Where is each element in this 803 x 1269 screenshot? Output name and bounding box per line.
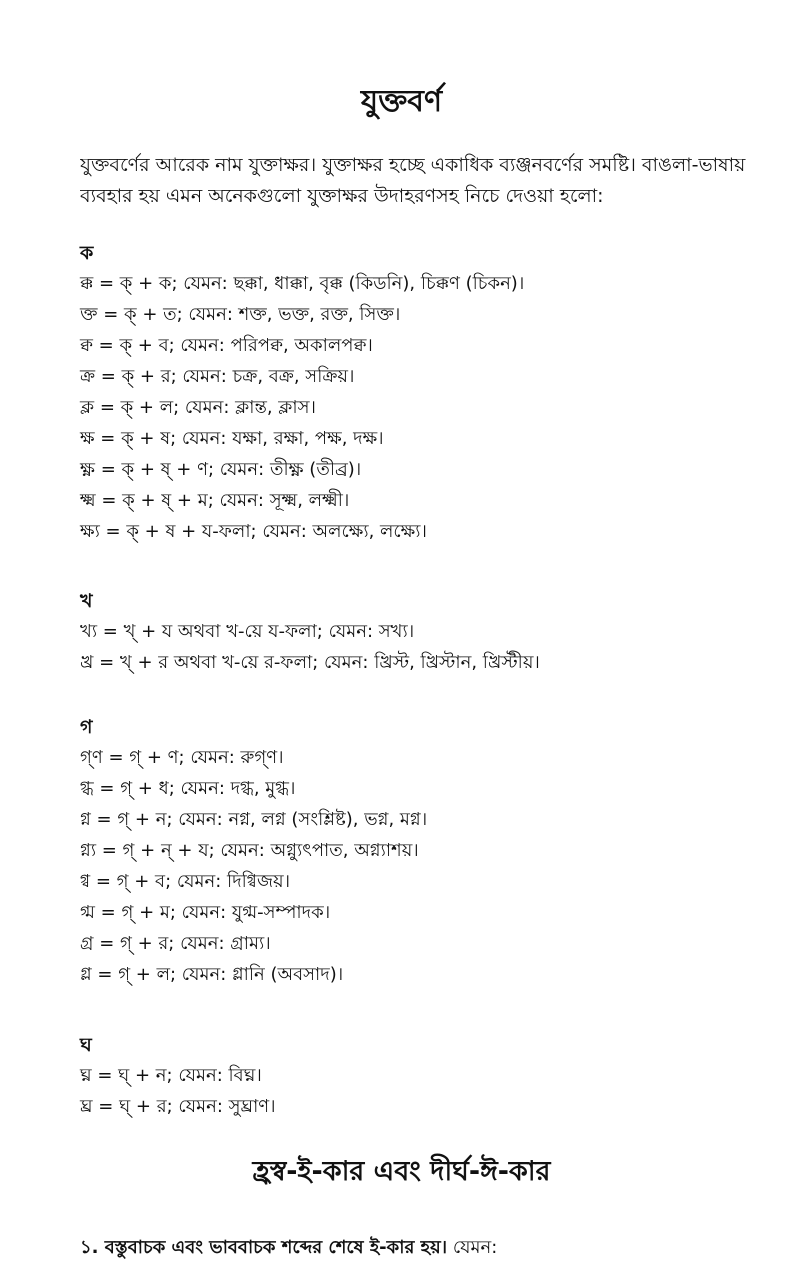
example-line: গ্ব = গ্ + ব; যেমন: দিগ্বিজয়। [80, 871, 291, 892]
example-line: ক্র = ক্ + র; যেমন: চক্র, বক্র, সক্রিয়। [80, 366, 355, 387]
example-line: খ্র = খ্ + র অথবা খ-য়ে র-ফলা; যেমন: খ্রিস্ট, খ্রিস্টান, খ্রিস্টীয়। [80, 652, 540, 673]
example-line: গ্ধ = গ্ + ধ; যেমন: দগ্ধ, মুগ্ধ। [80, 778, 296, 799]
example-line: গ্ণ = গ্ + ণ; যেমন: রুগ্ণ। [80, 747, 284, 768]
example-line: ক্ষ = ক্ + ষ; যেমন: যক্ষা, রক্ষা, পক্ষ, দক্ষ। [80, 428, 384, 449]
example-line: গ্ল = গ্ + ল; যেমন: গ্লানি (অবসাদ)। [80, 964, 344, 985]
example-line: খ্য = খ্ + য অথবা খ-য়ে য-ফলা; যেমন: সখ্য। [80, 621, 415, 642]
example-line: ক্ষ্ম = ক্ + ষ্ + ম; যেমন: সূক্ষ্ম, লক্ষ্মী। [80, 490, 350, 511]
intro-paragraph [80, 150, 800, 212]
section-title: হ্রস্ব-ই-কার এবং দীর্ঘ-ঈ-কার [252, 1156, 551, 1187]
rule-bold-text: ১. বস্তুবাচক এবং ভাববাচক শব্দের শেষে ই-কার হয়। [80, 1237, 448, 1258]
section-ga [80, 712, 790, 990]
section-ka [80, 238, 790, 547]
example-line: গ্ন = গ্ + ন; যেমন: নগ্ন, লগ্ন (সংশ্লিষ্ট), ভগ্ন, মগ্ন। [80, 809, 428, 830]
example-line: ঘ্ন = ঘ্ + ন; যেমন: বিঘ্ন। [80, 1065, 262, 1086]
section-heading: ঘ [80, 1034, 92, 1056]
example-line: ক্ব = ক্ + ব; যেমন: পরিপক্ব, অকালপক্ব। [80, 335, 373, 356]
example-line: ঘ্র = ঘ্ + র; যেমন: সুঘ্রাণ। [80, 1096, 276, 1117]
example-line: গ্ন্য = গ্ + ন্ + য; যেমন: অগ্ন্যুৎপাত, অগ্ন্যাশয়। [80, 840, 419, 861]
section-heading: ক [80, 242, 94, 264]
section-kha [80, 586, 790, 678]
example-line: ক্ল = ক্ + ল; যেমন: ক্লান্ত, ক্লাস। [80, 397, 316, 418]
example-line: ক্ত = ক্ + ত; যেমন: শক্ত, ভক্ত, রক্ত, সিক্ত। [80, 304, 401, 325]
page-title: যুক্তবর্ণ [360, 84, 443, 119]
example-line: গ্র = গ্ + র; যেমন: গ্রাম্য। [80, 933, 271, 954]
example-line: ক্ষ্ণ = ক্ + ষ্ + ণ; যেমন: তীক্ষ্ণ (তীব্র)। [80, 459, 362, 480]
example-line: ক্ষ্য = ক্ + ষ + য-ফলা; যেমন: অলক্ষ্যে, লক্ষ্যে। [80, 521, 427, 542]
section-gha [80, 1030, 790, 1122]
example-line: ক্ক = ক্ + ক; যেমন: ছক্কা, ধাক্কা, বৃক্ক (কিডনি), চিক্কণ (চিকন)। [80, 273, 525, 294]
rule-normal-text: যেমন: [447, 1237, 498, 1258]
section-heading: খ [80, 590, 93, 612]
intro-line: ব্যবহার হয় এমন অনেকগুলো যুক্তাক্ষর উদাহরণসহ নিচে দেওয়া হলো: [80, 185, 604, 207]
rule-line [80, 1233, 800, 1263]
section-heading: গ [80, 716, 93, 738]
intro-line: যুক্তবর্ণের আরেক নাম যুক্তাক্ষর। যুক্তাক্ষর হচ্ছে একাধিক ব্যঞ্জনবর্ণের সমষ্টি। বাঙলা-ভাষায় [80, 154, 746, 176]
example-line: গ্ম = গ্ + ম; যেমন: যুগ্ম-সম্পাদক। [80, 902, 331, 923]
